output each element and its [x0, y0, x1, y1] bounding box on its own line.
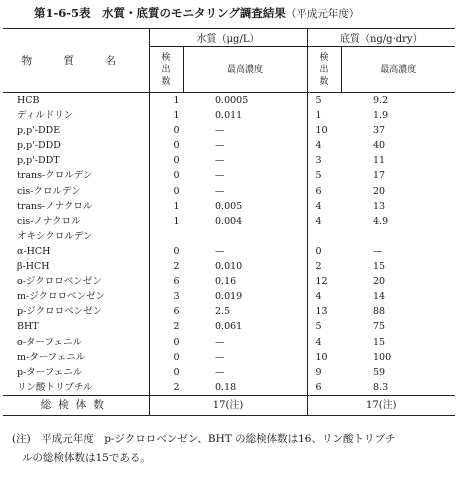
footnote-line-2: ルの総検体数は15である。 [22, 452, 151, 464]
sediment-max-conc: 8.3 [373, 381, 389, 393]
sediment-detections: 3 [315, 155, 322, 167]
table-row [3, 123, 455, 138]
water-detections: 6 [173, 276, 180, 288]
sediment-max-conc: 75 [373, 321, 386, 333]
substance-name: α-HCH [3, 244, 149, 259]
substance-name: p,p'-DDT [3, 153, 149, 168]
water-detections: 0 [173, 170, 180, 182]
water-max-conc: 0.005 [183, 199, 307, 214]
water-max-conc: 0.010 [183, 259, 307, 274]
table-row [3, 93, 455, 109]
sediment-detections: 4 [315, 200, 322, 212]
sediment-detections: 13 [315, 306, 328, 318]
table-row [3, 199, 455, 214]
water-detections: 6 [173, 306, 180, 318]
sediment-max-conc [341, 229, 455, 244]
sediment-max-conc: 15 [373, 336, 386, 348]
water-detections: 0 [173, 336, 180, 348]
substance-name: p-ターフェニル [3, 365, 149, 380]
sediment-detections [307, 229, 341, 244]
water-detections: 1 [173, 110, 180, 122]
table-row [3, 380, 455, 396]
water-max-conc: — [183, 184, 307, 199]
substance-name: HCB [3, 93, 149, 109]
water-max-conc: 2.5 [183, 304, 307, 319]
sediment-max-conc: 59 [373, 366, 386, 378]
sediment-max-conc: 13 [373, 200, 386, 212]
water-detections: 2 [173, 381, 180, 393]
water-detections: 1 [173, 215, 180, 227]
sediment-max-conc: 17 [373, 170, 386, 182]
table-row [3, 335, 455, 350]
sediment-detections: 2 [315, 261, 322, 273]
substance-name: m-ジクロロベンゼン [3, 289, 149, 304]
substance-name: m-ターフェニル [3, 350, 149, 365]
sediment-detections: 4 [315, 336, 322, 348]
monitoring-table [3, 28, 455, 416]
sediment-max-conc: 9.2 [373, 95, 389, 106]
total-row [3, 395, 455, 415]
sediment-detections: 4 [315, 291, 322, 303]
table-title-main: 第1-6-5表 水質・底質のモニタリング調査結果 [34, 6, 286, 20]
water-max-conc: — [183, 138, 307, 153]
sediment-max-conc: 20 [373, 276, 386, 288]
substance-name: o-ターフェニル [3, 335, 149, 350]
sediment-detections: 5 [315, 321, 322, 333]
water-detections: 0 [173, 366, 180, 378]
substance-name: cis-ノナクロル [3, 214, 149, 229]
sediment-detections: 5 [315, 95, 322, 106]
sediment-detections: 12 [315, 276, 328, 288]
total-sediment: 17(注) [307, 395, 455, 415]
water-max-conc: 0.16 [183, 274, 307, 289]
header-water-max: 最高濃度 [183, 47, 307, 93]
substance-name: cis-クロルデン [3, 184, 149, 199]
substance-name: trans-ノナクロル [3, 199, 149, 214]
table-row [3, 319, 455, 334]
total-label: 総検体数 [3, 395, 149, 415]
header-sediment-max: 最高濃度 [341, 47, 455, 93]
water-detections: 2 [173, 321, 180, 333]
sediment-max-conc: 100 [373, 351, 392, 363]
table-row [3, 108, 455, 123]
water-max-conc: 0.019 [183, 289, 307, 304]
sediment-max-conc: 11 [373, 155, 386, 167]
sediment-max-conc: 15 [373, 261, 386, 273]
substance-name: trans-クロルデン [3, 168, 149, 183]
substance-name: BHT [3, 319, 149, 334]
substance-name: リン酸トリブチル [3, 380, 149, 396]
water-detections: 3 [173, 291, 180, 303]
table-row [3, 229, 455, 244]
sediment-max-conc: 20 [373, 185, 386, 197]
sediment-detections: 4 [315, 140, 322, 152]
water-max-conc [183, 229, 307, 244]
sediment-max-conc: 88 [373, 306, 386, 318]
water-max-conc: — [183, 168, 307, 183]
sediment-max-conc: 14 [373, 291, 386, 303]
substance-name: オキシクロルデン [3, 229, 149, 244]
sediment-max-conc: 40 [373, 140, 386, 152]
water-detections: 1 [173, 95, 180, 106]
footnote-line-1: (注) 平成元年度 p-ジクロロベンゼン、BHT の総検体数は16、リン酸トリブチ [12, 433, 396, 445]
header-water-detections-label: 検 出 数 [161, 52, 171, 87]
total-water: 17(注) [149, 395, 307, 415]
table-title [34, 5, 359, 21]
table-row [3, 168, 455, 183]
table-row [3, 259, 455, 274]
water-max-conc: — [183, 365, 307, 380]
table-row [3, 365, 455, 380]
water-detections: 0 [173, 185, 180, 197]
table-row [3, 274, 455, 289]
table-title-sub: （平成元年度） [285, 8, 360, 20]
table-row [3, 184, 455, 199]
water-max-conc: — [183, 153, 307, 168]
sediment-detections: 4 [315, 215, 322, 227]
sediment-detections: 6 [315, 185, 322, 197]
water-detections: 1 [173, 200, 180, 212]
substance-name: p,p'-DDE [3, 123, 149, 138]
water-max-conc: 0.18 [183, 380, 307, 396]
substance-name: p-ジクロロベンゼン [3, 304, 149, 319]
water-max-conc: — [183, 244, 307, 259]
water-detections: 0 [173, 245, 180, 257]
water-detections: 0 [173, 155, 180, 167]
sediment-detections: 5 [315, 170, 322, 182]
water-detections: 2 [173, 261, 180, 273]
sediment-detections: 0 [315, 245, 322, 257]
sediment-max-conc: — [373, 245, 383, 257]
water-detections: 0 [173, 351, 180, 363]
table-row [3, 138, 455, 153]
table-row [3, 244, 455, 259]
water-max-conc: 0.011 [183, 108, 307, 123]
substance-name: ディルドリン [3, 108, 149, 123]
table-row [3, 153, 455, 168]
water-max-conc: 0.061 [183, 319, 307, 334]
water-detections [149, 229, 183, 244]
table-row [3, 214, 455, 229]
header-substance: 物 質 名 [3, 29, 149, 93]
sediment-detections: 9 [315, 366, 322, 378]
water-max-conc: — [183, 350, 307, 365]
sediment-max-conc: 37 [373, 125, 386, 137]
sediment-max-conc: 1.9 [373, 110, 389, 122]
substance-name: β-HCH [3, 259, 149, 274]
header-water-detections [149, 47, 183, 93]
header-sediment-detections [307, 47, 341, 93]
water-detections: 0 [173, 125, 180, 137]
sediment-detections: 10 [315, 125, 328, 137]
water-max-conc: — [183, 123, 307, 138]
sediment-detections: 10 [315, 351, 328, 363]
table-row [3, 350, 455, 365]
sediment-detections: 6 [315, 381, 322, 393]
header-water: 水質（μg/L） [149, 29, 307, 47]
header-sediment-detections-label: 検 出 数 [319, 52, 329, 87]
water-max-conc: — [183, 335, 307, 350]
table-row [3, 289, 455, 304]
table-body [3, 93, 455, 396]
substance-name: o-ジクロロベンゼン [3, 274, 149, 289]
table-row [3, 304, 455, 319]
substance-name: p,p'-DDD [3, 138, 149, 153]
sediment-detections: 1 [315, 110, 322, 122]
footnote [12, 430, 450, 468]
water-detections: 0 [173, 140, 180, 152]
water-max-conc: 0.004 [183, 214, 307, 229]
header-sediment: 底質（ng/g·dry） [307, 29, 455, 47]
water-max-conc: 0.0005 [183, 93, 307, 109]
sediment-max-conc: 4.9 [373, 215, 389, 227]
